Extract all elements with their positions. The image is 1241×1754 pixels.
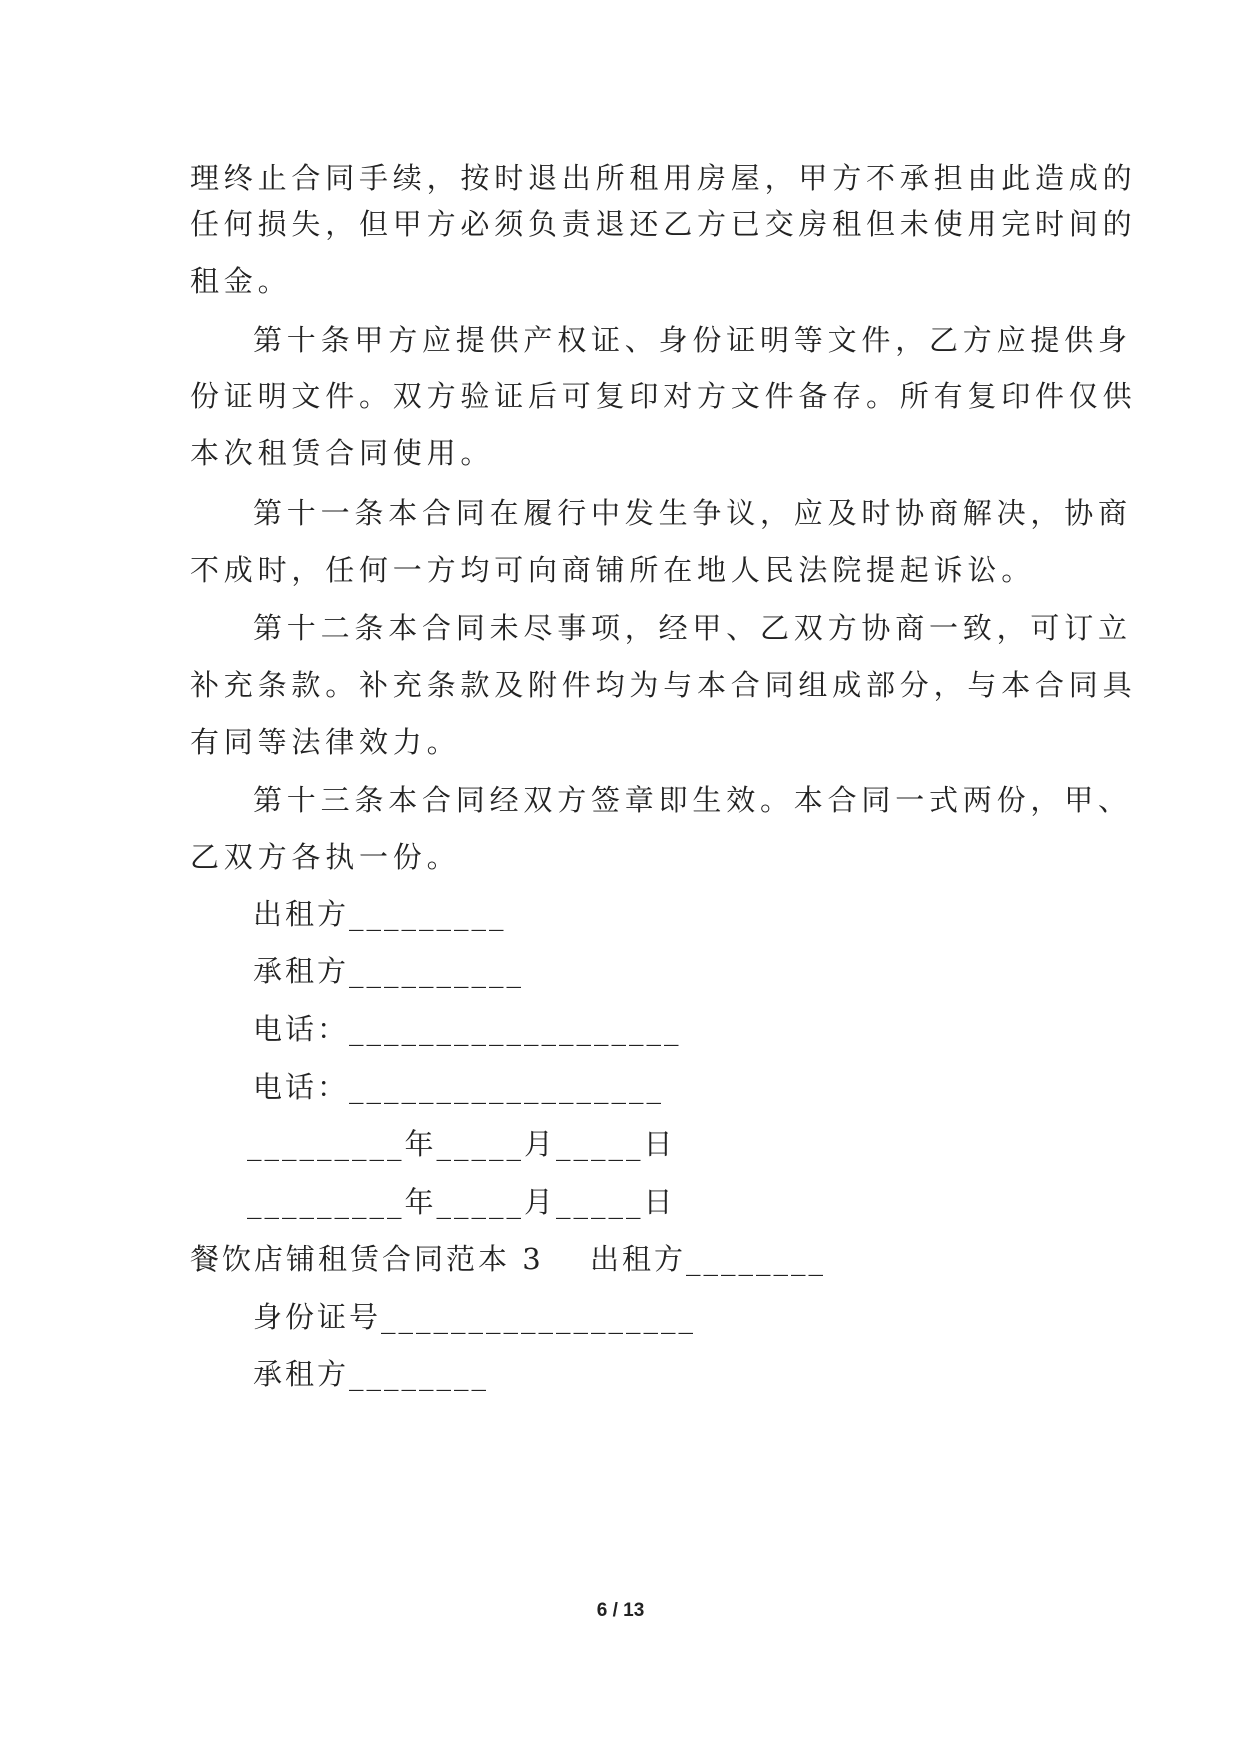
body-line: 乙双方各执一份。 [190, 840, 461, 874]
page-number: 6 / 13 [596, 1600, 645, 1621]
clause-12-line: 第十二条本合同未尽事项，经甲、乙双方协商一致，可订立 [253, 611, 1132, 645]
clause-10-line: 第十条甲方应提供产权证、身份证明等文件，乙方应提供身 [253, 323, 1132, 357]
clause-13-line: 第十三条本合同经双方签章即生效。本合同一式两份，甲、 [253, 783, 1132, 817]
lessor-signature-line: 出租方_________ [253, 897, 507, 931]
section-lessor-line: 出租方________ [590, 1242, 827, 1276]
body-line: 不成时，任何一方均可向商铺所在地人民法院提起诉讼。 [190, 553, 1036, 587]
clause-11-line: 第十一条本合同在履行中发生争议，应及时协商解决，协商 [253, 496, 1132, 530]
section-title: 餐饮店铺租赁合同范本 3 [190, 1242, 544, 1276]
lessee-signature-line: 承租方__________ [253, 954, 525, 988]
phone-line: 电话：__________________ [253, 1070, 665, 1104]
lessee-line: 承租方________ [253, 1357, 490, 1391]
body-line: 有同等法律效力。 [190, 725, 461, 759]
body-line: 租金。 [190, 264, 292, 298]
phone-line: 电话：___________________ [253, 1012, 682, 1046]
date-line: _________年_____月_____日 [247, 1127, 676, 1161]
body-line: 份证明文件。双方验证后可复印对方文件备存。所有复印件仅供 [190, 379, 1137, 413]
id-number-line: 身份证号__________________ [253, 1300, 697, 1334]
body-line: 本次租赁合同使用。 [190, 436, 495, 470]
body-line: 补充条款。补充条款及附件均为与本合同组成部分，与本合同具 [190, 668, 1137, 702]
body-line: 任何损失，但甲方必须负责退还乙方已交房租但未使用完时间的 [190, 207, 1137, 241]
date-line: _________年_____月_____日 [247, 1185, 676, 1219]
body-line: 理终止合同手续，按时退出所租用房屋，甲方不承担由此造成的 [190, 161, 1137, 195]
